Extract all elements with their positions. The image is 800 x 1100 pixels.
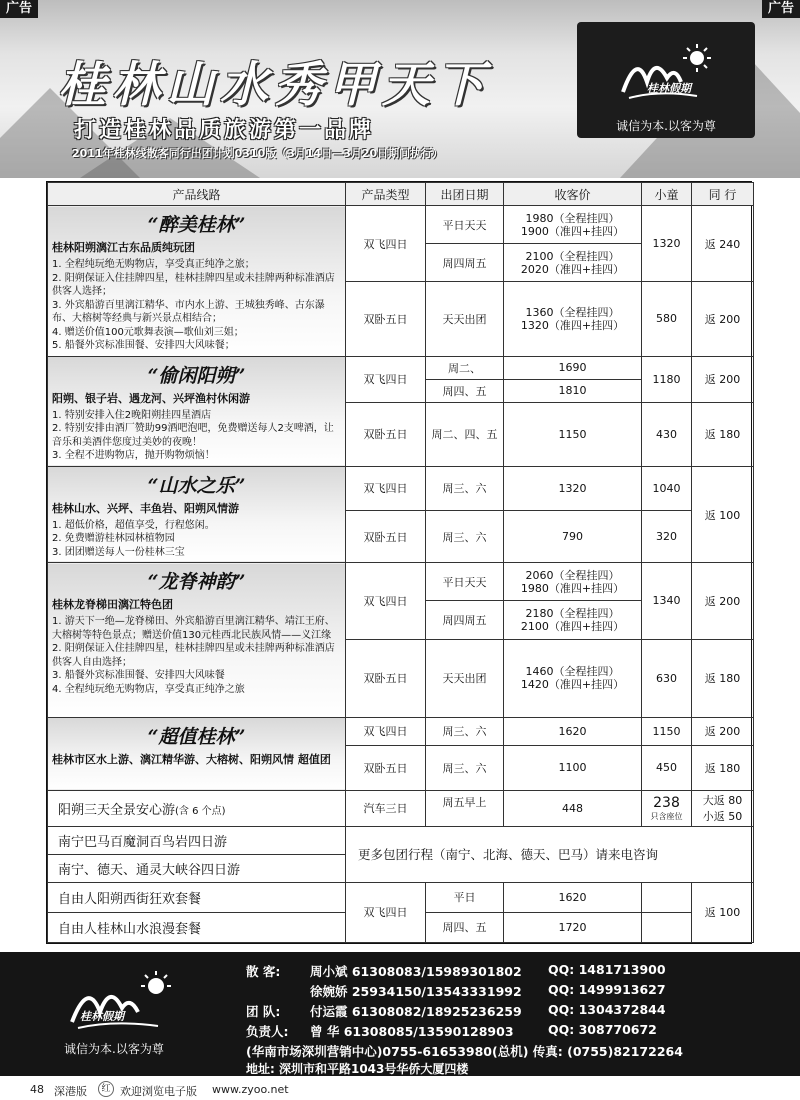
table-row <box>48 790 754 826</box>
red-circle-icon: 红 <box>98 1081 114 1097</box>
price-cell: 1100 <box>504 745 642 790</box>
contact-label: 负责人: <box>246 1024 289 1039</box>
price-cell <box>504 601 642 639</box>
contact-label: 团 队: <box>246 1004 281 1019</box>
child-price: 1040 <box>642 466 692 510</box>
peer-rebate-cell <box>692 790 754 826</box>
product-name: “龙脊神韵” <box>147 571 246 594</box>
product-cell <box>48 563 346 717</box>
browse-label: 欢迎浏览电子版 <box>120 1085 197 1098</box>
feature-item: 2. 特别安排由酒厂赞助99酒吧泡吧，免费赠送每人2支啤酒，让音乐和美酒伴您度过美妙的夜晚！ <box>52 423 334 448</box>
contact-phone: 付运霞 61308082/18925236259 <box>310 1004 522 1019</box>
depart-date: 周二、四、五 <box>426 402 504 466</box>
price-cell: 448 <box>504 790 642 826</box>
contact-qq: QQ: 1304372844 <box>548 1002 666 1017</box>
product-name: “山水之乐” <box>147 474 246 497</box>
feature-item: 2. 阳朔保证入住挂牌四星，桂林挂牌四星或未挂牌两种标准酒店供客人选择； <box>52 272 335 298</box>
product-name: 南宁、德天、通灵大峡谷四日游 <box>48 854 346 882</box>
product-name: 自由人阳朔西街狂欢套餐 <box>48 882 346 912</box>
child-price: 1320 <box>642 206 692 282</box>
contact-row <box>246 1022 657 1040</box>
feature-item: 1. 游天下一绝—龙脊梯田、外宾船游百里漓江精华、靖江王府、大榕树等特色景点；赠送价值130元桂西北民族风情——义江缘 <box>52 616 335 641</box>
child-price: 450 <box>642 745 692 790</box>
product-name: 阳朔三天全景安心游 <box>58 802 176 818</box>
col-header: 收客价 <box>504 183 642 206</box>
feature-item: 1. 特别安排入住2晚阳朔挂四星酒店 <box>52 409 212 421</box>
depart-date: 天天出团 <box>426 639 504 717</box>
price-line: 1980（准四+挂四） <box>520 581 625 595</box>
price-line: 1320（准四+挂四） <box>520 318 625 332</box>
col-header: 产品类型 <box>346 183 426 206</box>
price-cell: 790 <box>504 510 642 563</box>
feature-item: 3. 船餐外宾标准围餐、安排四大风味餐 <box>52 670 225 682</box>
depart-date: 周五早上 <box>426 790 504 826</box>
feature-item: 1. 全程纯玩绝无购物店，享受真正纯净之旅； <box>52 259 255 271</box>
child-price <box>642 912 692 942</box>
feature-list <box>52 409 341 463</box>
price-line: 2100（全程挂四） <box>525 249 620 263</box>
price-cell: 1690 <box>504 356 642 379</box>
price-cell: 1320 <box>504 466 642 510</box>
product-type: 汽车三日 <box>346 790 426 826</box>
peer-rebate: 返 100 <box>692 466 754 563</box>
depart-date: 平日 <box>426 882 504 912</box>
col-header: 同 行 <box>692 183 754 206</box>
logo-name: 桂林假期 <box>647 82 691 95</box>
product-name: “超值桂林” <box>147 725 246 748</box>
product-note: (含 6 个点) <box>175 805 226 817</box>
page-bottom-bar <box>0 1078 800 1100</box>
child-note: 只含座位 <box>650 811 683 821</box>
child-price: 430 <box>642 402 692 466</box>
table-row <box>48 882 754 912</box>
address: 地址: 深圳市和平路1043号华侨大厦四楼 <box>246 1062 469 1076</box>
col-header: 产品线路 <box>48 183 346 206</box>
peer-rebate: 返 180 <box>692 639 754 717</box>
product-subtitle: 阳朔、银子岩、遇龙河、兴坪渔村休闲游 <box>52 391 250 405</box>
product-type: 双卧五日 <box>346 282 426 357</box>
child-price: 1180 <box>642 356 692 402</box>
product-cell <box>48 356 346 466</box>
price-cell <box>504 282 642 357</box>
plan-line: 2011年桂林线散客同行出团计划0310版（3月14日—3月20日期间执行） <box>72 147 444 160</box>
peer-rebate: 返 200 <box>692 563 754 639</box>
ad-tag-right: 广告 <box>762 0 800 18</box>
product-cell <box>48 466 346 563</box>
col-header: 小童 <box>642 183 692 206</box>
header-banner <box>0 0 800 178</box>
price-line: 2060（全程挂四） <box>525 568 620 582</box>
product-type: 双卧五日 <box>346 639 426 717</box>
price-line: 2100（准四+挂四） <box>520 619 625 633</box>
contact-qq: QQ: 1499913627 <box>548 982 666 997</box>
table-row <box>48 356 754 379</box>
price-cell: 1620 <box>504 717 642 745</box>
price-line: 2020（准四+挂四） <box>520 262 625 276</box>
logo-slogan: 诚信为本.以客为尊 <box>616 119 716 133</box>
table-row <box>48 717 754 745</box>
product-subtitle: 桂林龙脊梯田漓江特色团 <box>52 598 173 612</box>
product-type: 双飞四日 <box>346 466 426 510</box>
product-subtitle: 桂林市区水上游、漓江精华游、大榕树、阳朔风情 超值团 <box>52 752 331 766</box>
ad-tag-left: 广告 <box>0 0 38 18</box>
feature-item: 3. 全程不进购物店，抛开购物烦恼！ <box>52 450 215 462</box>
price-line: 1360（全程挂四） <box>525 305 620 319</box>
peer-rebate: 返 240 <box>692 206 754 282</box>
depart-date: 平日天天 <box>426 206 504 244</box>
price-cell: 1720 <box>504 912 642 942</box>
depart-date: 天天出团 <box>426 282 504 357</box>
depart-date: 周三、六 <box>426 717 504 745</box>
price-line: 1980（全程挂四） <box>525 211 620 225</box>
peer-rebate: 返 180 <box>692 402 754 466</box>
child-price: 630 <box>642 639 692 717</box>
contact-qq: QQ: 308770672 <box>548 1022 657 1037</box>
product-name: 南宁巴马百魔洞百鸟岩四日游 <box>48 826 346 854</box>
table-row <box>48 206 754 244</box>
contact-phone: 徐婉娇 25934150/13543331992 <box>310 984 522 999</box>
price-cell <box>504 244 642 282</box>
child-price: 238 <box>653 794 680 811</box>
consult-note: 更多包团行程（南宁、北海、德天、巴马）请来电咨询 <box>346 826 754 882</box>
contact-row <box>246 1002 666 1020</box>
feature-item: 4. 赠送价值100元歌舞表演—歌仙刘三姐； <box>52 326 244 338</box>
table-header-row <box>48 183 754 206</box>
sales-center: (华南市场深圳营销中心)0755-61653980(总机) 传真: (0755)82172264 <box>246 1044 683 1059</box>
price-cell: 1620 <box>504 882 642 912</box>
depart-date: 周四周五 <box>426 601 504 639</box>
depart-date: 周四周五 <box>426 244 504 282</box>
product-subtitle: 桂林阳朔漓江古东品质纯玩团 <box>52 241 195 255</box>
child-price: 580 <box>642 282 692 357</box>
website-link[interactable]: www.zyoo.net <box>212 1083 289 1096</box>
product-type: 双飞四日 <box>346 206 426 282</box>
contact-row <box>246 962 666 980</box>
peer-rebate: 返 200 <box>692 717 754 745</box>
feature-item: 1. 超低价格，超值享受，行程悠闲。 <box>52 519 215 531</box>
peer-rebate: 返 180 <box>692 745 754 790</box>
feature-item: 2. 免费赠游桂林园林植物园 <box>52 533 175 545</box>
price-cell: 1810 <box>504 379 642 402</box>
peer-rebate: 小返 50 <box>702 810 743 824</box>
product-type: 双卧五日 <box>346 510 426 563</box>
contact-label: 散 客: <box>246 964 281 979</box>
feature-list <box>52 615 341 696</box>
price-line: 2180（全程挂四） <box>525 606 620 620</box>
product-name: “偷闲阳朔” <box>147 364 246 387</box>
child-price <box>642 882 692 912</box>
child-price: 1340 <box>642 563 692 639</box>
product-type: 双飞四日 <box>346 563 426 639</box>
product-type: 双飞四日 <box>346 356 426 402</box>
page-number: 48 <box>30 1083 44 1096</box>
peer-rebate: 大返 80 <box>702 794 743 808</box>
product-cell <box>48 717 346 790</box>
footer-slogan: 诚信为本.以客为尊 <box>64 1042 164 1056</box>
product-subtitle: 桂林山水、兴坪、丰鱼岩、阳朔风情游 <box>52 501 239 515</box>
product-type: 双飞四日 <box>346 717 426 745</box>
table-row <box>48 826 754 854</box>
child-price-cell <box>642 790 692 826</box>
price-cell <box>504 563 642 601</box>
sub-title: 打造桂林品质旅游第一品牌 <box>74 118 375 143</box>
product-type: 双卧五日 <box>346 402 426 466</box>
contact-qq: QQ: 1481713900 <box>548 962 666 977</box>
price-line: 1460（全程挂四） <box>525 665 620 679</box>
peer-rebate: 返 100 <box>692 882 754 942</box>
feature-item: 4. 全程纯玩绝无购物店，享受真正纯净之旅 <box>52 683 245 695</box>
price-line: 1900（准四+挂四） <box>520 224 625 238</box>
price-cell: 1150 <box>504 402 642 466</box>
feature-item: 3. 团团赠送每人一份桂林三宝 <box>52 546 185 558</box>
feature-item: 3. 外宾船游百里漓江精华、市内水上游、王城独秀峰、古东瀑布、大榕树等经典与新兴景点相结合； <box>52 299 325 325</box>
main-title: 桂林山水秀甲天下 <box>58 57 491 113</box>
price-line: 1420（准四+挂四） <box>520 678 625 692</box>
peer-rebate: 返 200 <box>692 356 754 402</box>
product-type: 双卧五日 <box>346 745 426 790</box>
logo-box <box>577 22 755 138</box>
depart-date: 周四、五 <box>426 912 504 942</box>
product-cell <box>48 206 346 357</box>
product-cell <box>48 790 346 826</box>
price-cell <box>504 639 642 717</box>
product-name: 自由人桂林山水浪漫套餐 <box>48 912 346 942</box>
peer-rebate: 返 200 <box>692 282 754 357</box>
feature-item: 2. 阳朔保证入住挂牌四星，桂林挂牌四星或未挂牌两种标准酒店供客人自由选择； <box>52 643 335 668</box>
depart-date: 平日天天 <box>426 563 504 601</box>
product-type: 双飞四日 <box>346 882 426 942</box>
contact-phone: 周小斌 61308083/15989301802 <box>310 964 522 979</box>
footer-logo-name: 桂林假期 <box>80 1010 124 1023</box>
depart-date: 周三、六 <box>426 745 504 790</box>
table-row <box>48 563 754 601</box>
child-price: 320 <box>642 510 692 563</box>
price-cell <box>504 206 642 244</box>
contact-phone: 曾 华 61308085/13590128903 <box>310 1024 514 1039</box>
depart-date: 周三、六 <box>426 466 504 510</box>
edition-label: 深港版 <box>54 1085 87 1098</box>
child-price: 1150 <box>642 717 692 745</box>
feature-list <box>52 258 341 353</box>
depart-date: 周三、六 <box>426 510 504 563</box>
depart-date: 周四、五 <box>426 379 504 402</box>
feature-list <box>52 519 341 560</box>
col-header: 出团日期 <box>426 183 504 206</box>
feature-item: 5. 船餐外宾标准围餐、安排四大风味餐； <box>52 340 235 352</box>
depart-date: 周二、 <box>426 356 504 379</box>
table-row <box>48 466 754 510</box>
mountain-sun-logo-icon <box>68 968 178 1034</box>
contact-footer <box>0 952 800 1076</box>
price-table <box>46 181 752 944</box>
product-name: “醉美桂林” <box>147 214 246 237</box>
contact-row <box>246 982 666 1000</box>
